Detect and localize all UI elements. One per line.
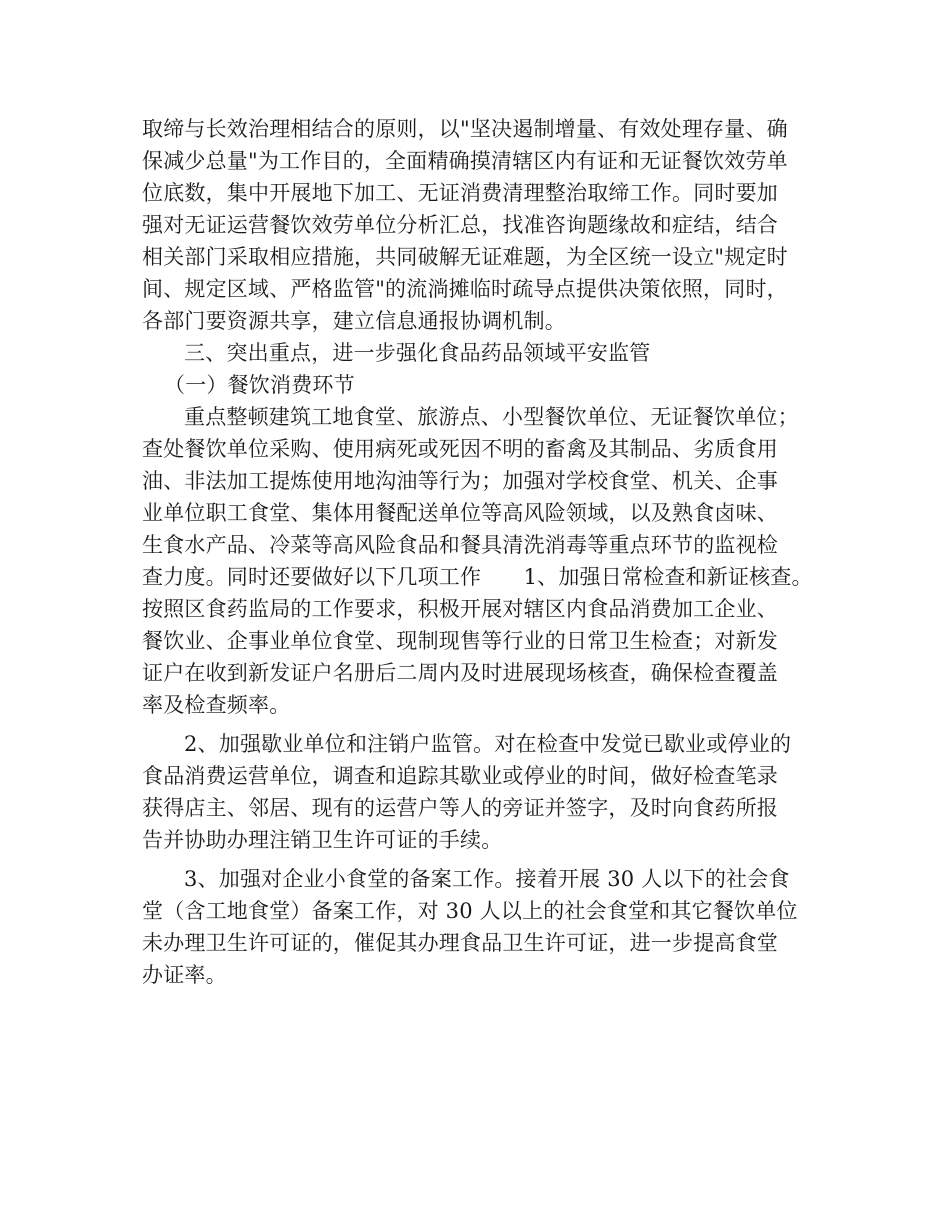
paragraph-line: 生食水产品、冷菜等高风险食品和餐具清洗消毒等重点环节的监视检 [142,533,778,557]
paragraph-line: 证户在收到新发证户名册后二周内及时进展现场核查，确保检查覆盖 [142,661,778,685]
paragraph-line: 堂（含工地食堂）备案工作，对 30 人以上的社会食堂和其它餐饮单位 [142,899,798,923]
section-heading: 三、突出重点，进一步强化食品药品领域平安监管 [184,341,651,365]
paragraph-line: 2、加强歇业单位和注销户监管。对在检查中发觉已歇业或停业的 [184,732,792,756]
paragraph-line: 保减少总量"为工作目的，全面精确摸清辖区内有证和无证餐饮效劳单 [142,149,788,173]
paragraph-line: 办证率。 [142,963,227,987]
paragraph-line: 各部门要资源共享，建立信息通报协调机制。 [142,309,566,333]
paragraph-line: 重点整顿建筑工地食堂、旅游点、小型餐饮单位、无证餐饮单位； [184,405,799,429]
paragraph-line: 位底数，集中开展地下加工、无证消费清理整治取缔工作。同时要加 [142,181,778,205]
paragraph-line: 业单位职工食堂、集体用餐配送单位等高风险领域，以及熟食卤味、 [142,501,778,525]
document-body [142,113,814,991]
subsection-heading: （一）餐饮消费环节 [164,373,355,397]
paragraph-line: 食品消费运营单位，调查和追踪其歇业或停业的时间，做好检查笔录 [142,764,778,788]
paragraph-line: 取缔与长效治理相结合的原则，以"坚决遏制增量、有效处理存量、确 [142,117,788,141]
paragraph-line: 相关部门采取相应措施，共同破解无证难题，为全区统一设立"规定时 [142,245,788,269]
paragraph-line: 告并协助办理注销卫生许可证的手续。 [142,828,503,852]
paragraph-line: 间、规定区域、严格监管"的流淌摊临时疏导点提供决策依照，同时， [142,277,788,301]
paragraph-line: 按照区食药监局的工作要求，积极开展对辖区内食品消费加工企业、 [142,597,778,621]
paragraph-line: 查处餐饮单位采购、使用病死或死因不明的畜禽及其制品、劣质食用 [142,437,778,461]
paragraph-line: 查力度。同时还要做好以下几项工作 1、加强日常检查和新证核查。 [142,565,813,589]
paragraph-line: 率及检查频率。 [142,693,291,717]
paragraph-line: 油、非法加工提炼使用地沟油等行为；加强对学校食堂、机关、企事 [142,469,778,493]
paragraph-line: 餐饮业、企事业单位食堂、现制现售等行业的日常卫生检查；对新发 [142,629,778,653]
paragraph-line: 3、加强对企业小食堂的备案工作。接着开展 30 人以下的社会食 [184,867,790,891]
paragraph-line: 强对无证运营餐饮效劳单位分析汇总，找准咨询题缘故和症结，结合 [142,213,778,237]
paragraph-line: 未办理卫生许可证的，催促其办理食品卫生许可证，进一步提高食堂 [142,931,778,955]
paragraph-line: 获得店主、邻居、现有的运营户等人的旁证并签字，及时向食药所报 [142,796,778,820]
